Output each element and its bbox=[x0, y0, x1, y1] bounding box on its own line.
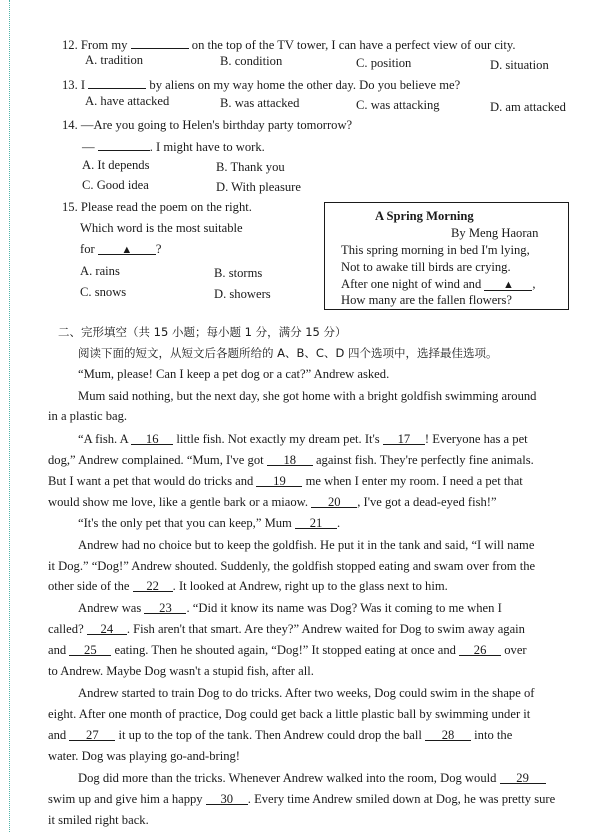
question-14-option-b: B. Thank you bbox=[216, 160, 285, 174]
blank-30: 30 bbox=[206, 791, 248, 805]
question-number: 12. bbox=[62, 38, 78, 52]
passage-line: Andrew started to train Dog to do tricks. After two weeks, Dog could swim in the shape of bbox=[78, 686, 535, 700]
blank-17: 17 bbox=[383, 431, 425, 445]
passage-line bbox=[78, 600, 502, 616]
passage-text: Andrew was bbox=[78, 601, 142, 615]
passage-text: would show me love, like a gentle bark or a miaow. bbox=[48, 495, 309, 509]
passage-line bbox=[78, 431, 528, 447]
passage-line: water. Dog was playing go-and-bring! bbox=[48, 749, 241, 763]
passage-line bbox=[48, 621, 525, 637]
passage-text: called? bbox=[48, 622, 84, 636]
poem-line-4: How many are the fallen flowers? bbox=[341, 293, 512, 307]
blank-29: 29 bbox=[500, 770, 546, 784]
question-14-response bbox=[82, 137, 265, 155]
question-13-option-c: C. was attacking bbox=[356, 98, 440, 112]
question-14-option-a: A. It depends bbox=[82, 158, 150, 172]
question-number: 14. bbox=[62, 118, 78, 132]
passage-text: little fish. Not exactly my dream pet. It's bbox=[176, 432, 380, 446]
passage-line bbox=[48, 727, 512, 743]
passage-text: Dog did more than the tricks. Whenever Andrew walked into the room, Dog would bbox=[78, 771, 497, 785]
question-text: for bbox=[80, 242, 95, 256]
passage-line bbox=[78, 770, 546, 786]
passage-text: me when I enter my room. I need a pet that bbox=[305, 474, 523, 488]
blank-20: 20 bbox=[311, 494, 357, 508]
question-15-stem bbox=[62, 199, 252, 215]
passage-text: eating. Then he shouted again, “Dog!” It stopped eating at once and bbox=[114, 643, 456, 657]
blank-27: 27 bbox=[69, 727, 115, 741]
blank-16: 16 bbox=[131, 431, 173, 445]
question-12-option-b: B. condition bbox=[220, 54, 283, 68]
passage-line bbox=[48, 473, 523, 489]
passage-line: in a plastic bag. bbox=[48, 409, 128, 423]
passage-line: Andrew had no choice but to keep the goldfish. He put it in the tank and said, “I will name bbox=[78, 538, 535, 552]
question-text: . I might have to work. bbox=[149, 140, 265, 154]
question-13-option-a: A. have attacked bbox=[85, 94, 170, 108]
question-14-option-d: D. With pleasure bbox=[216, 180, 301, 194]
question-number: 13. bbox=[62, 78, 78, 92]
poem-title: A Spring Morning bbox=[375, 209, 474, 223]
passage-text: and bbox=[48, 728, 67, 742]
blank-28: 28 bbox=[425, 727, 471, 741]
question-15-line3 bbox=[80, 241, 161, 257]
passage-text: and bbox=[48, 643, 67, 657]
passage-text: “A fish. A bbox=[78, 432, 129, 446]
blank-26: 26 bbox=[459, 642, 501, 656]
passage-line: to Andrew. Maybe Dog wasn't a stupid fish, after all. bbox=[48, 664, 314, 678]
question-text: by aliens on my way home the other day. Do you believe me? bbox=[149, 78, 461, 92]
passage-text: over bbox=[504, 643, 527, 657]
passage-text: “It's the only pet that you can keep,” Mum bbox=[78, 516, 292, 530]
answer-blank bbox=[131, 35, 189, 49]
passage-line: eight. After one month of practice, Dog could get back a little plastic ball by swimming under it bbox=[48, 707, 531, 721]
question-14-option-c: C. Good idea bbox=[82, 178, 149, 192]
question-15-line2: Which word is the most suitable bbox=[80, 221, 243, 235]
passage-text: But I want a pet that would do tricks and bbox=[48, 474, 254, 488]
question-15-option-c: C. snows bbox=[80, 285, 127, 299]
blank-19: 19 bbox=[256, 473, 302, 487]
passage-line: it Dog.” “Dog!” Andrew shouted. Suddenly, the goldfish stopped eating and swam over from the bbox=[48, 559, 536, 573]
poem-text: , bbox=[532, 277, 536, 291]
passage-line bbox=[48, 791, 555, 807]
question-13-option-b: B. was attacked bbox=[220, 96, 300, 110]
blank-25: 25 bbox=[69, 642, 111, 656]
passage-text: against fish. They're perfectly fine animals. bbox=[315, 453, 534, 467]
answer-blank bbox=[88, 75, 146, 89]
passage-text: other side of the bbox=[48, 579, 130, 593]
poem-text: After one night of wind and bbox=[341, 277, 482, 291]
question-text: I bbox=[80, 78, 86, 92]
question-12-option-c: C. position bbox=[356, 56, 412, 70]
triangle-icon: ▲ bbox=[121, 244, 133, 256]
passage-text: . “Did it know its name was Dog? Was it coming to me when I bbox=[186, 601, 502, 615]
passage-text: . Every time Andrew smiled down at Dog, he was pretty sure bbox=[247, 792, 556, 806]
passage-line bbox=[78, 515, 340, 531]
blank-23: 23 bbox=[144, 600, 186, 614]
poem-line-3 bbox=[341, 277, 536, 292]
answer-blank bbox=[98, 137, 150, 151]
question-15-option-b: B. storms bbox=[214, 266, 263, 280]
passage-text: ! Everyone has a pet bbox=[424, 432, 528, 446]
section-heading: 二、完形填空（共 15 小题；每小题 1 分，满分 15 分） bbox=[58, 325, 347, 339]
poem-blank bbox=[484, 277, 532, 291]
question-13-option-d: D. am attacked bbox=[490, 100, 566, 114]
poem-line-1: This spring morning in bed I'm lying, bbox=[341, 243, 530, 257]
passage-line bbox=[48, 642, 527, 658]
passage-text: . bbox=[337, 516, 341, 530]
blank-24: 24 bbox=[87, 621, 127, 635]
question-text: —Are you going to Helen's birthday party tomorrow? bbox=[80, 118, 353, 132]
section-instruction: 阅读下面的短文，从短文后各题所给的 A、B、C、D 四个选项中，选择最佳选项。 bbox=[78, 346, 498, 360]
passage-line bbox=[48, 578, 448, 594]
passage-line: “Mum, please! Can I keep a pet dog or a cat?” Andrew asked. bbox=[78, 367, 390, 381]
passage-line bbox=[48, 452, 534, 468]
question-12-stem bbox=[62, 35, 516, 53]
question-12-option-d: D. situation bbox=[490, 58, 549, 72]
passage-text: , I've got a dead-eyed fish!” bbox=[357, 495, 497, 509]
poem-author: By Meng Haoran bbox=[451, 226, 539, 240]
blank-21: 21 bbox=[295, 515, 337, 529]
passage-text: dog,” Andrew complained. “Mum, I've got bbox=[48, 453, 264, 467]
passage-line: Mum said nothing, but the next day, she got home with a bright goldfish swimming around bbox=[78, 389, 537, 403]
question-14-stem bbox=[62, 117, 352, 133]
blank-18: 18 bbox=[267, 452, 313, 466]
passage-text: into the bbox=[474, 728, 513, 742]
binding-margin-line bbox=[9, 0, 10, 832]
answer-blank bbox=[98, 241, 156, 255]
question-text: From my bbox=[80, 38, 128, 52]
triangle-icon: ▲ bbox=[502, 279, 514, 291]
question-13-stem bbox=[62, 75, 460, 93]
dash: — bbox=[82, 140, 95, 154]
question-text: Please read the poem on the right. bbox=[80, 200, 252, 214]
question-number: 15. bbox=[62, 200, 78, 214]
passage-text: swim up and give him a happy bbox=[48, 792, 203, 806]
passage-text: . Fish aren't that smart. Are they?” Andrew waited for Dog to swim away again bbox=[126, 622, 525, 636]
question-15-option-d: D. showers bbox=[214, 287, 271, 301]
question-15-option-a: A. rains bbox=[80, 264, 120, 278]
passage-text: it up to the top of the tank. Then Andrew could drop the ball bbox=[118, 728, 422, 742]
poem-box bbox=[324, 202, 569, 310]
question-12-option-a: A. tradition bbox=[85, 53, 144, 67]
passage-line: it smiled right back. bbox=[48, 813, 149, 827]
passage-text: . It looked at Andrew, right up to the glass next to him. bbox=[172, 579, 448, 593]
passage-line bbox=[48, 494, 497, 510]
poem-line-2: Not to awake till birds are crying. bbox=[341, 260, 511, 274]
question-text: on the top of the TV tower, I can have a perfect view of our city. bbox=[191, 38, 516, 52]
question-mark: ? bbox=[155, 242, 162, 256]
blank-22: 22 bbox=[133, 578, 173, 592]
